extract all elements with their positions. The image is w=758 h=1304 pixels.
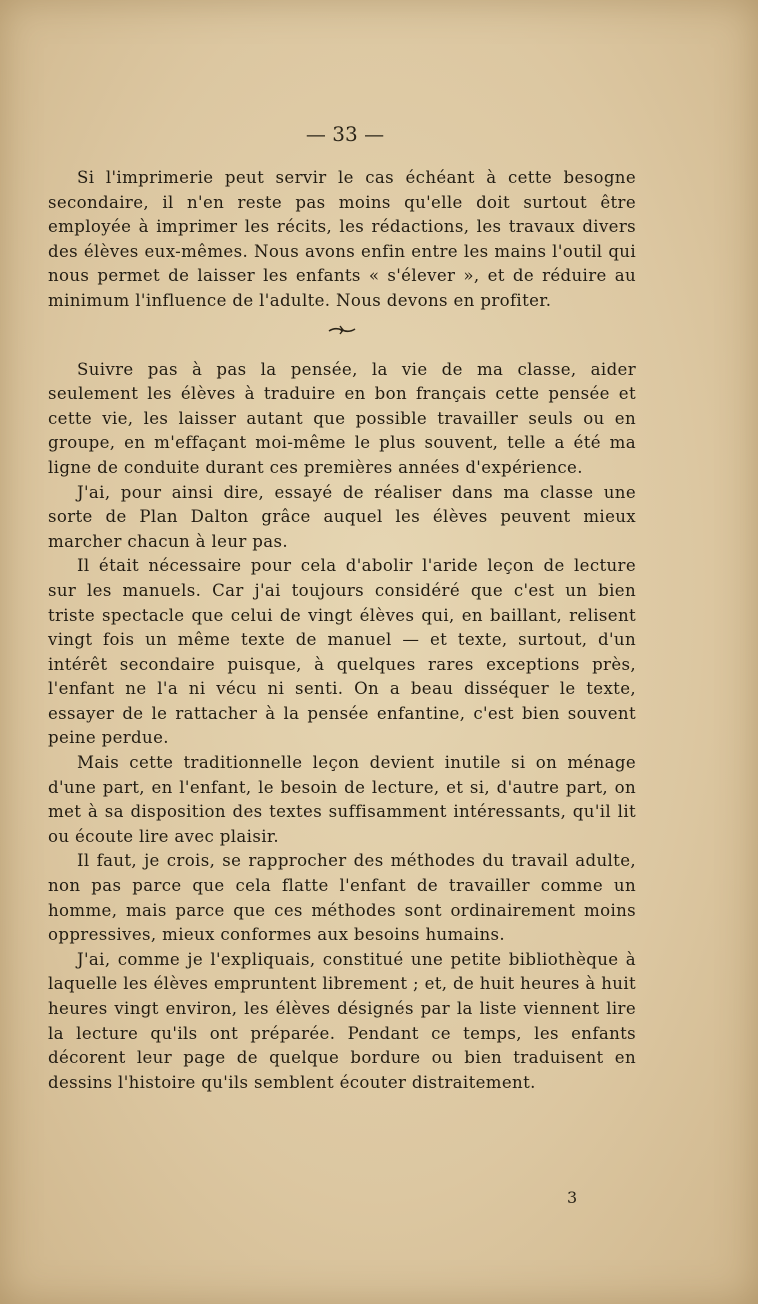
page-number: — 33 — [305, 122, 385, 146]
fleuron-ornament-icon [48, 318, 636, 342]
paragraph: J'ai, pour ainsi dire, essayé de réaliser dans ma classe une sorte de Plan Dalton grâce auquel les élèves peuvent mieux marcher chacun à leur pas. [48, 482, 636, 551]
paragraph: Si l'imprimerie peut servir le cas échéant à cette besogne secondaire, il n'en reste pas moins qu'elle doit surtout être employée à imprimer les récits, les rédactions, les travaux divers des élèves eux-mêmes. Nous avons enfin entre les mains l'outil qui nous permet de laisser les enfants « s'élever », et de réduire au minimum l'influence de l'adulte. Nous devons en profiter. [48, 168, 636, 310]
paragraph: Mais cette traditionnelle leçon devient inutile si on ménage d'une part, en l'enfant, le besoin de lecture, et si, d'autre part, on met à sa disposition des textes suffisamment intéressants, qu'il lit ou écoute lire avec plaisir. [48, 753, 636, 846]
paragraph: Il faut, je crois, se rapprocher des méthodes du travail adulte, non pas parce que cela flatte l'enfant de travailler comme un homme, mais parce que ces méthodes sont ordinairement moins oppressives, mieux conformes aux besoins humains. [48, 851, 636, 945]
paragraph: J'ai, comme je l'expliquais, constitué une petite bibliothèque à laquelle les élèves empruntent librement ; et, de huit heures à huit heures vingt environ, les élèves désignés par la liste viennent lire la lecture qu'ils ont préparée. Pendant ce temps, les enfants décorent leur page de quelque bordure ou bien traduisent en dessins l'histoire qu'ils semblent écouter distraitement. [48, 949, 636, 1092]
body-text [48, 166, 636, 1095]
signature-mark: 3 [567, 1188, 578, 1207]
paragraph: Il était nécessaire pour cela d'abolir l'aride leçon de lecture sur les manuels. Car j'ai toujours considéré que c'est un bien triste spectacle que celui de vingt élèves qui, en baillant, relisent vingt fois un même texte de manuel — et texte, surtout, d'un intérêt secondaire puisque, à quelques rares exceptions près, l'enfant ne l'a ni vécu ni senti. On a beau disséquer le texte, essayer de le rattacher à la pensée enfantine, c'est bien souvent peine perdue. [48, 556, 636, 748]
paragraph: Suivre pas à pas la pensée, la vie de ma classe, aider seulement les élèves à traduire en bon français cette pensée et cette vie, les laisser autant que possible travailler seuls ou en groupe, en m'effaçant moi-même le plus souvent, telle a été ma ligne de conduite durant ces premières années d'expérience. [48, 359, 636, 477]
